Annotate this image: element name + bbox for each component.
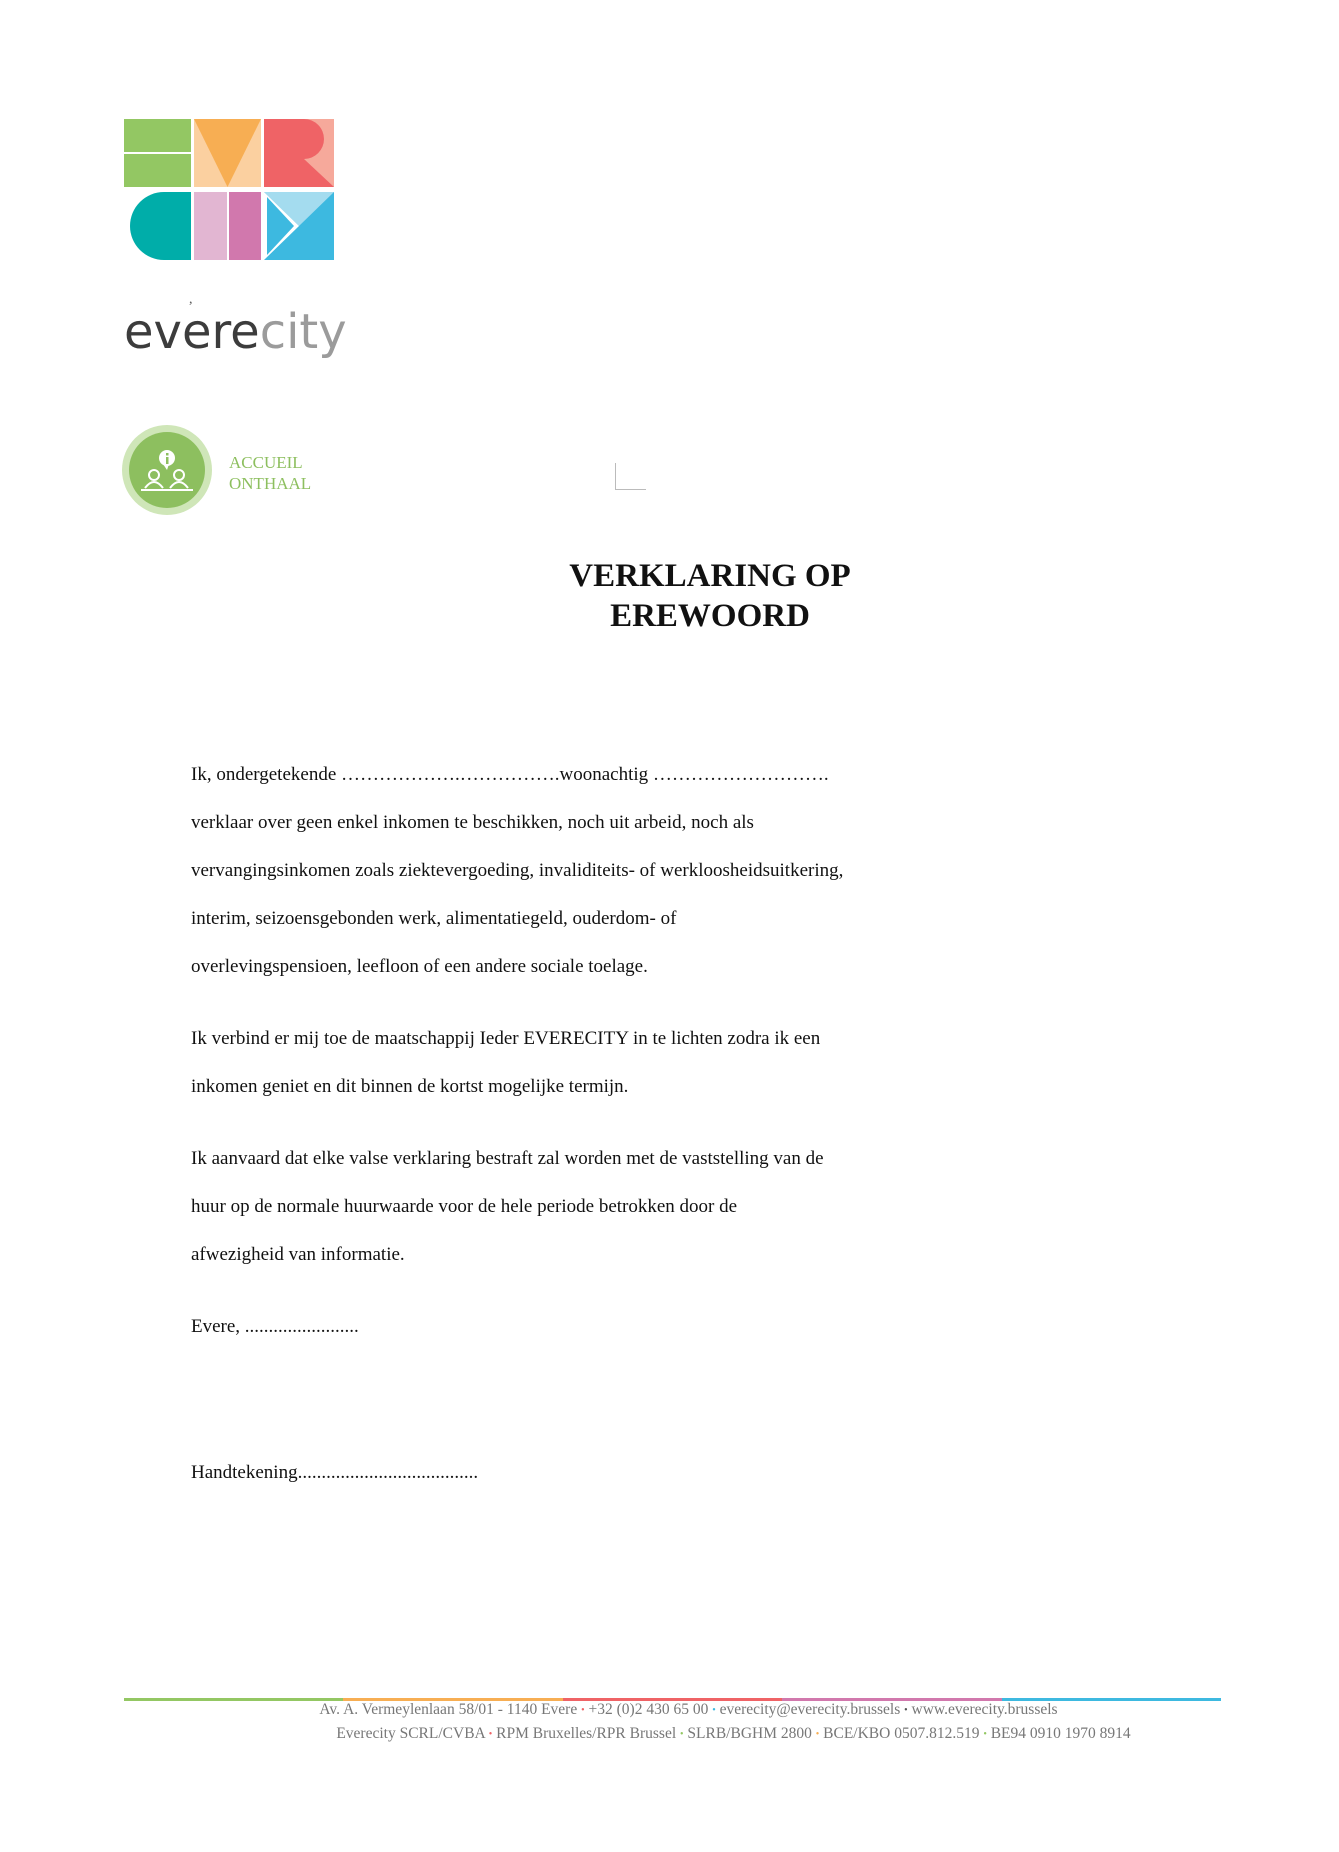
wordmark-city: city xyxy=(259,304,347,360)
text-line: huur op de normale huurwaarde voor de hele periode betrokken door de xyxy=(191,1196,738,1217)
footer-iban: BE94 0910 1970 8914 xyxy=(990,1725,1131,1742)
title-line-1: VERKLARING OP xyxy=(569,558,851,594)
paragraph-3 xyxy=(191,1140,951,1284)
page-title xyxy=(470,556,950,636)
text-line: interim, seizoensgebonden werk, alimentatiegeld, ouderdom- of xyxy=(191,908,677,929)
department-label xyxy=(229,452,311,494)
text-line: Ik aanvaard dat elke valse verklaring bestraft zal worden met de vaststelling van de xyxy=(191,1148,824,1169)
everecity-wordmark xyxy=(124,304,347,360)
title-line-2: EREWOORD xyxy=(610,598,810,634)
everecity-logo-mark xyxy=(124,119,334,260)
department-line-1: ACCUEIL xyxy=(229,453,303,472)
footer-contact: Av. A. Vermeylenlaan 58/01 - 1140 Evere • +32 (0)2 430 65 00 • everecity@everecity.brussels • www.everecity.brussels xyxy=(319,1701,1058,1718)
info-people-icon xyxy=(121,424,213,516)
text-line: verklaar over geen enkel inkomen te beschikken, noch uit arbeid, noch als xyxy=(191,812,754,833)
logo-tick: , xyxy=(189,292,193,307)
footer-company-name: Everecity SCRL/CVBA xyxy=(336,1725,485,1742)
text-line: inkomen geniet en dit binnen de kortst mogelijke termijn. xyxy=(191,1076,629,1097)
footer-slrb: SLRB/BGHM 2800 xyxy=(687,1725,812,1742)
footer-bce: BCE/KBO 0507.812.519 xyxy=(823,1725,980,1742)
text-line: Ik, ondergetekende ……………….…………….woonachtig ………………………. xyxy=(191,764,829,785)
wordmark-evere: evere xyxy=(124,304,260,360)
footer-address: Av. A. Vermeylenlaan 58/01 - 1140 Evere xyxy=(319,1701,578,1718)
footer-company: Everecity SCRL/CVBA • RPM Bruxelles/RPR Brussel • SLRB/BGHM 2800 • BCE/KBO 0507.812.519 • BE94 0910 1970 8914 xyxy=(336,1725,1131,1742)
place-date-field: Evere, ........................ xyxy=(191,1316,359,1337)
declaration-body xyxy=(191,756,951,1502)
text-line: vervangingsinkomen zoals ziektevergoeding, invaliditeits- of werkloosheidsuitkering, xyxy=(191,860,844,881)
footer-email: everecity@everecity.brussels xyxy=(719,1701,901,1718)
paragraph-2 xyxy=(191,1020,951,1116)
footer-phone: +32 (0)2 430 65 00 xyxy=(588,1701,709,1718)
signature-field: Handtekening...................................... xyxy=(191,1462,479,1483)
text-line: overlevingspensioen, leefloon of een andere sociale toelage. xyxy=(191,956,648,977)
text-line: afwezigheid van informatie. xyxy=(191,1244,405,1265)
corner-mark xyxy=(615,463,646,490)
footer-rpm: RPM Bruxelles/RPR Brussel xyxy=(496,1725,677,1742)
text-line: Ik verbind er mij toe de maatschappij Ieder EVERECITY in te lichten zodra ik een xyxy=(191,1028,821,1049)
paragraph-1 xyxy=(191,756,951,996)
footer-web: www.everecity.brussels xyxy=(911,1701,1058,1718)
department-line-2: ONTHAAL xyxy=(229,474,312,493)
